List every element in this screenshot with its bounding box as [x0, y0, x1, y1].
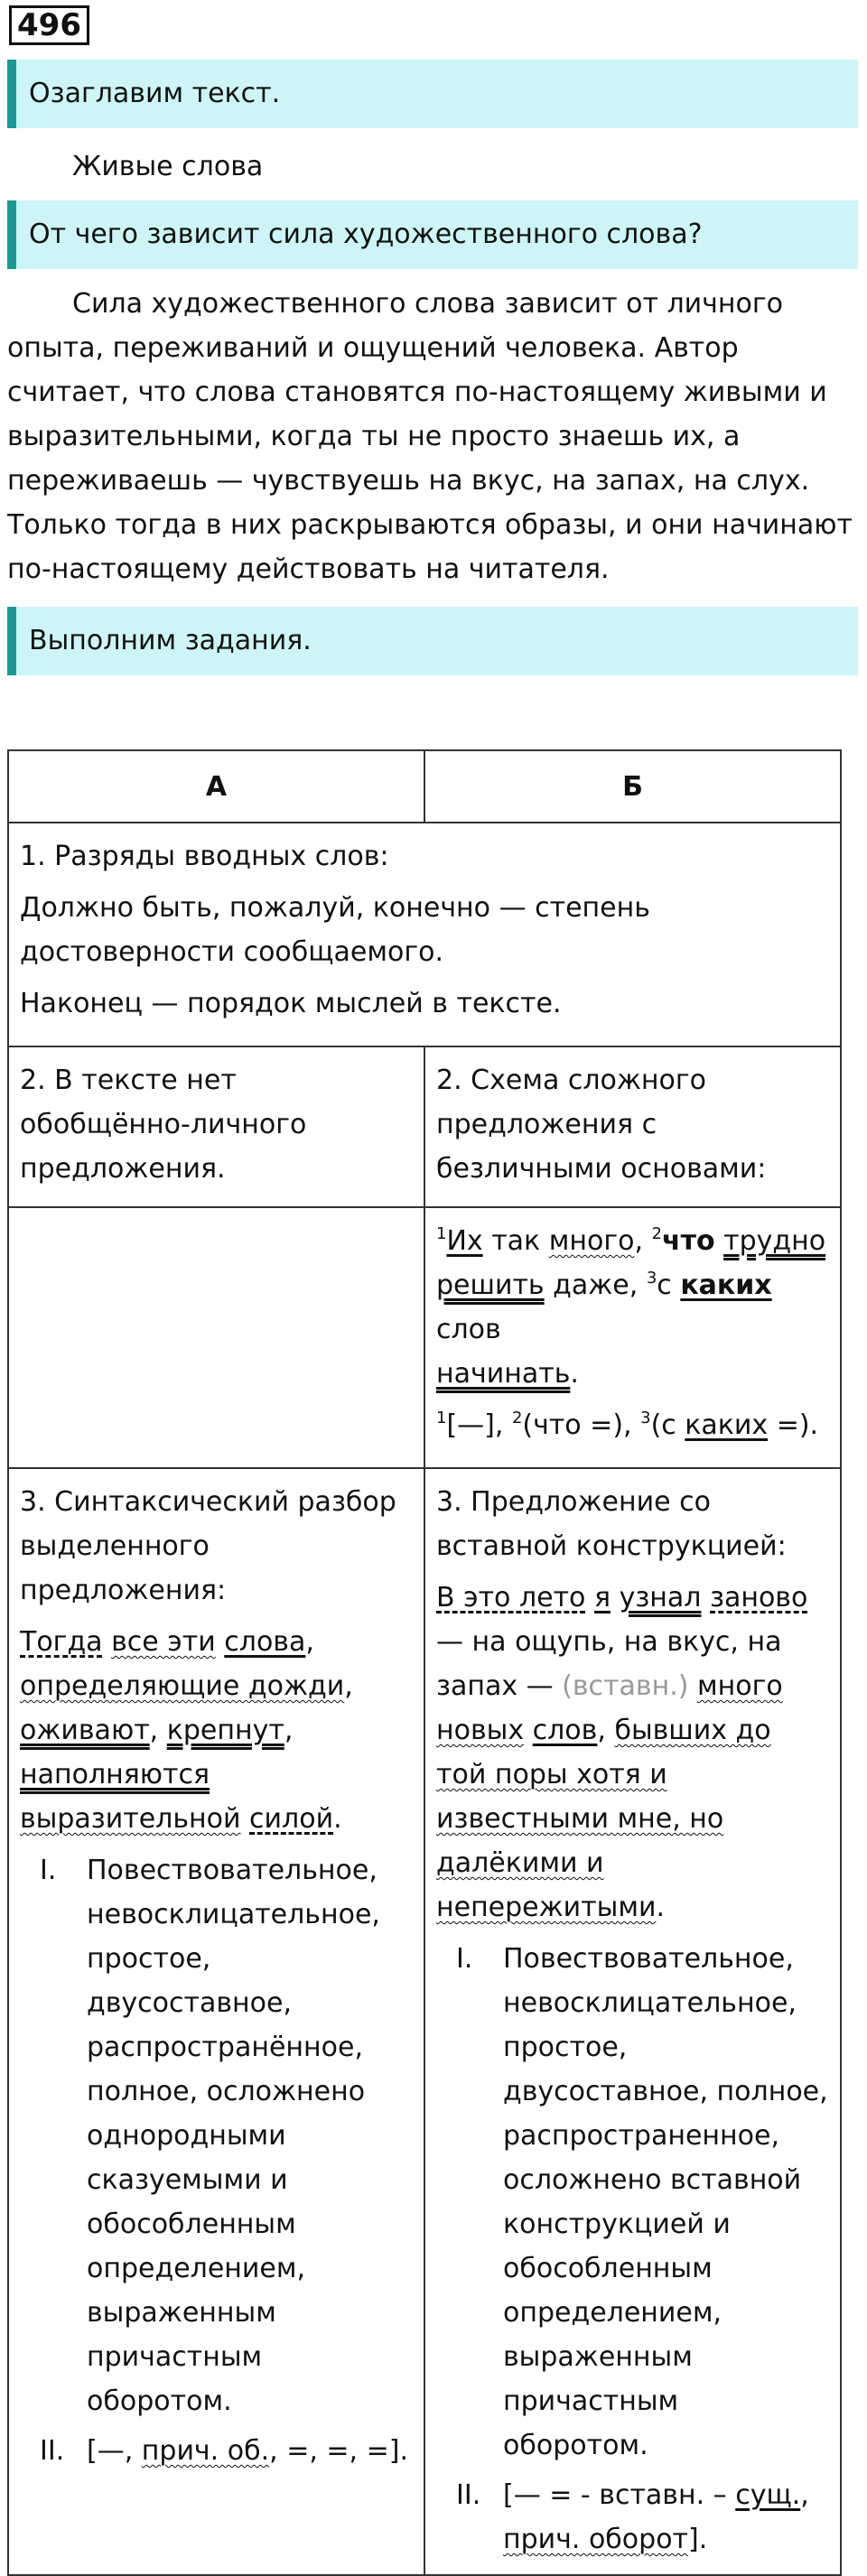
bar-question-text: От чего зависит сила художественного слова? — [29, 219, 703, 250]
section-bar-question — [7, 200, 858, 269]
bar-title-text: Озаглавим текст. — [29, 78, 281, 109]
cell-no-generalized: 2. В тексте нет обобщённо-личного предложения. — [8, 1046, 424, 1207]
sentence-scheme: $^1$[—], $^2$(что =), $^3$(с каких =). — [436, 1409, 819, 1441]
answer-paragraph: Сила художественного слова зависит от личного опыта, переживаний и ощущений человека. Автор считает, что слова становятся по-настоящему живыми и выразительными, когда ты не просто знаешь их, а переживаешь — чувствуешь на вкус, на запах, на слух. Только тогда в них раскрываются образы, и они начинают по-настоящему действовать на читателя. — [7, 288, 853, 585]
introductory-title: 1. Разряды вводных слов: — [20, 841, 389, 872]
analysis-item-2: II. [—, прич. об., =, =, =]. — [40, 2435, 408, 2467]
tasks-table — [7, 749, 842, 2576]
cell-scheme-title: 2. Схема сложного предложения с безличными основами: — [424, 1046, 841, 1207]
task-number: 496 — [9, 5, 89, 45]
inserted-title: 3. Предложение со вставной конструкцией: — [436, 1486, 787, 1562]
highlighted-sentence: Тогда все эти слова, определяющие дожди, оживают, крепнут, наполняются выразительной силой. — [20, 1626, 353, 1835]
table-row — [8, 1468, 841, 2575]
bar-tasks-text: Выполним задания. — [29, 625, 312, 656]
section-bar-title — [7, 60, 858, 128]
inserted-sentence: В это лето я узнал заново — на ощупь, на вкус, на запах — (вставн.) много новых слов, бывших до той поры хотя и известными мне, но далёкими и непережитыми. — [436, 1582, 808, 1923]
cell-introductory-words — [8, 823, 841, 1046]
complex-sentence: $^1$Их так много, $^2$что трудно решить даже, $^3$с каких слов начинать. — [436, 1224, 826, 1390]
table-header-row — [8, 750, 841, 823]
section-bar-tasks — [7, 607, 858, 675]
text-title: Живые слова — [72, 151, 264, 182]
introductory-line-1: Должно быть, пожалуй, конечно — степень достоверности сообщаемого. — [20, 892, 650, 968]
cell-complex-sentence — [424, 1207, 841, 1468]
analysis-item-1: I. Повествовательное, невосклицательное, простое, двусоставное, распространённое, полное, осложнено однородными сказуемыми и обособленным определением, выраженным причастным оборотом. — [40, 1855, 380, 2417]
syntax-title: 3. Синтаксический разбор выделенного предложения: — [20, 1486, 396, 1606]
table-row — [8, 1207, 841, 1468]
introductory-line-2: Наконец — порядок мыслей в тексте. — [20, 988, 562, 1019]
table-row — [8, 823, 841, 1046]
construction-item-1: I. Повествовательное, невосклицательное, простое, двусоставное, полное, распространенное, осложнено вставной конструкцией и обособленным определением, выраженным причастным оборотом. — [456, 1943, 828, 2461]
column-a-header: А — [8, 750, 424, 823]
cell-syntax-analysis — [8, 1468, 424, 2575]
table-row — [8, 1046, 841, 1207]
cell-empty — [8, 1207, 424, 1468]
column-b-header: Б — [424, 750, 841, 823]
construction-item-2: II. [— = - вставн. – сущ., прич. оборот]. — [456, 2479, 809, 2555]
cell-inserted-construction — [424, 1468, 841, 2575]
